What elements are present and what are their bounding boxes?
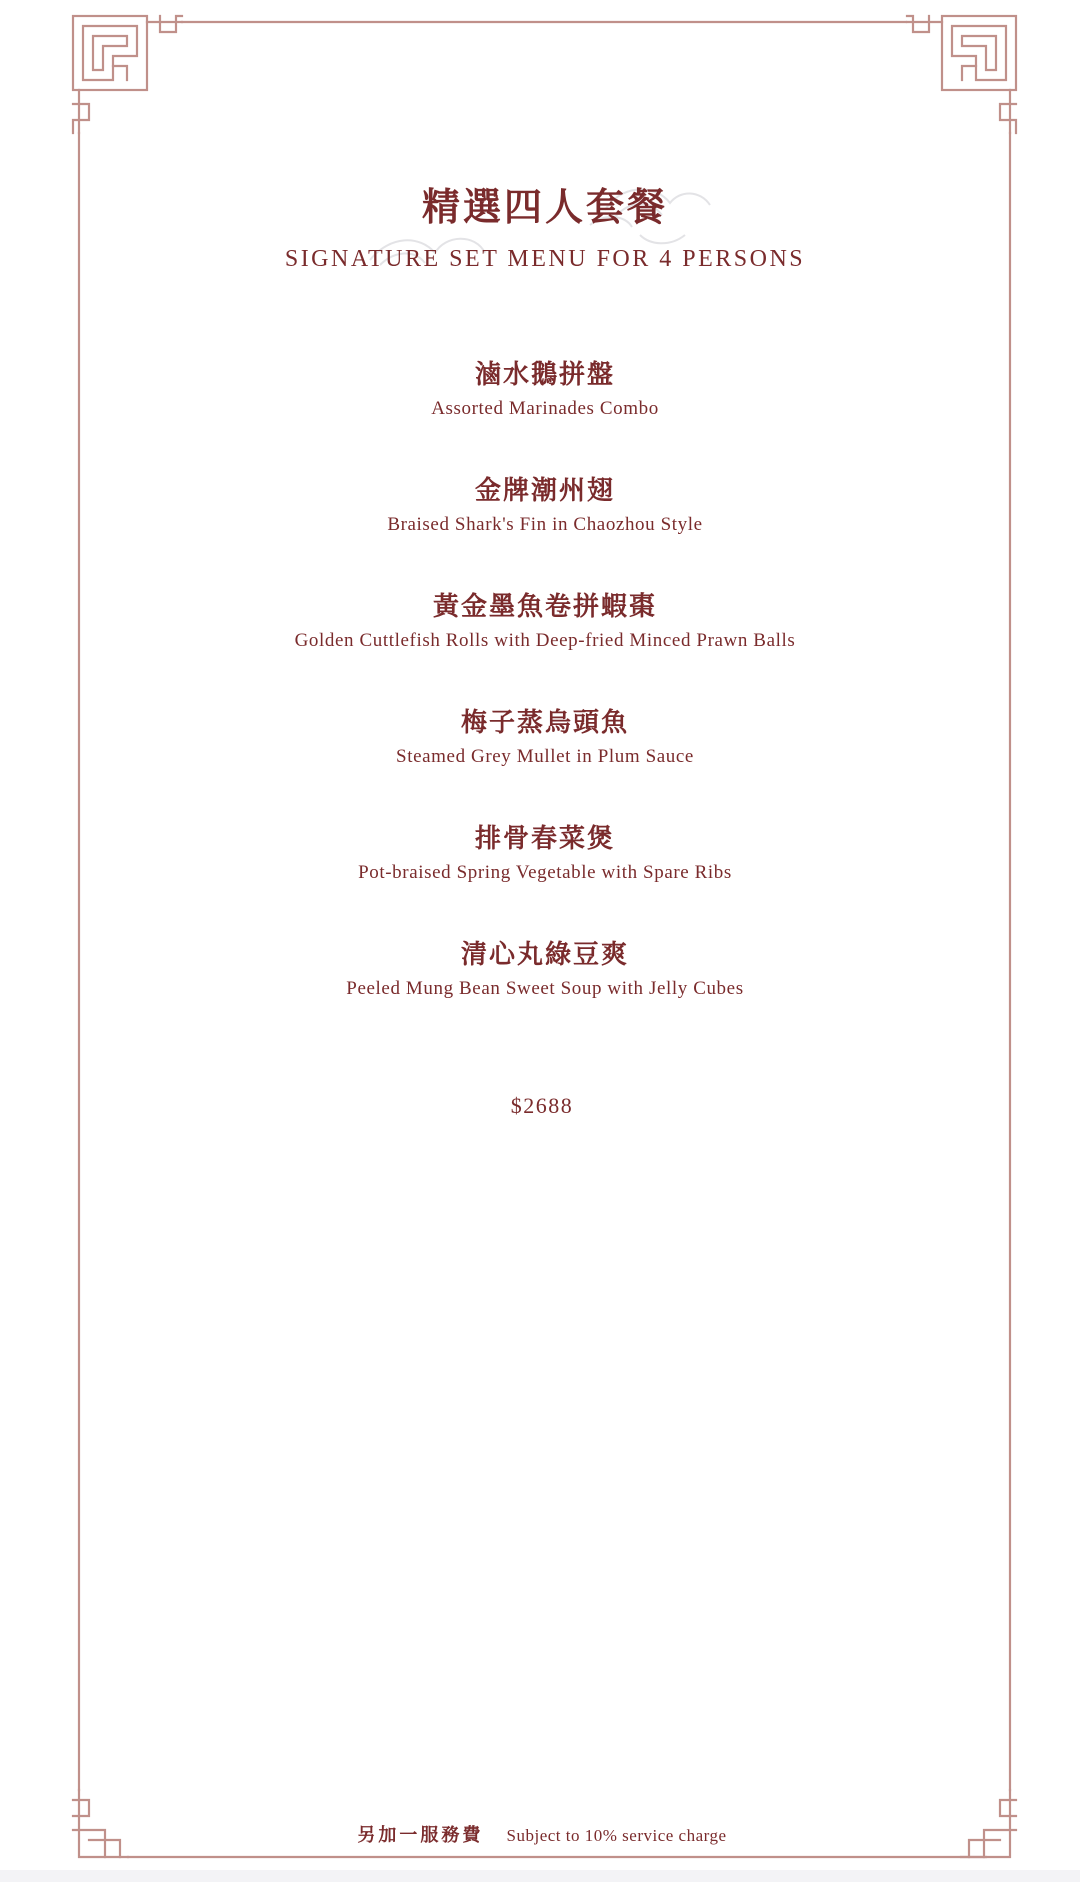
dish-name-chinese: 梅子蒸烏頭魚 [460,708,629,738]
service-charge-note [0,1821,1080,1847]
lattice-corner-icon [73,16,182,133]
dish-name-english: Braised Shark's Fin in Chaozhou Style [387,514,703,535]
dish-item [0,471,1080,587]
dish-name-english: Steamed Grey Mullet in Plum Sauce [396,746,694,767]
dish-list [0,355,1080,1051]
dish-item [0,819,1080,935]
dish-name-chinese: 滷水鵝拼盤 [474,360,615,390]
dish-name-chinese: 清心丸綠豆爽 [460,940,629,970]
dish-name-english: Assorted Marinades Combo [431,398,659,419]
menu-title-chinese: 精選四人套餐 [421,184,668,229]
dish-name-chinese: 黃金墨魚卷拼蝦棗 [432,592,657,622]
dish-name-english: Golden Cuttlefish Rolls with Deep-fried Minced Prawn Balls [294,630,796,651]
dish-item [0,935,1080,1051]
dish-item [0,587,1080,703]
dish-item [0,355,1080,471]
set-price: $2688 [510,1093,574,1118]
dish-name-english: Peeled Mung Bean Sweet Soup with Jelly Cubes [346,978,744,999]
lattice-corner-icon [907,16,1016,133]
menu-title-english: SIGNATURE SET MENU FOR 4 PERSONS [284,246,806,272]
dish-name-chinese: 金牌潮州翅 [474,476,615,506]
dish-name-chinese: 排骨春菜煲 [474,824,615,854]
service-charge-english: Subject to 10% service charge [506,1826,727,1845]
service-charge-chinese: 另加一服務費 [357,1825,484,1846]
dish-name-english: Pot-braised Spring Vegetable with Spare Ribs [358,862,732,883]
dish-item [0,703,1080,819]
